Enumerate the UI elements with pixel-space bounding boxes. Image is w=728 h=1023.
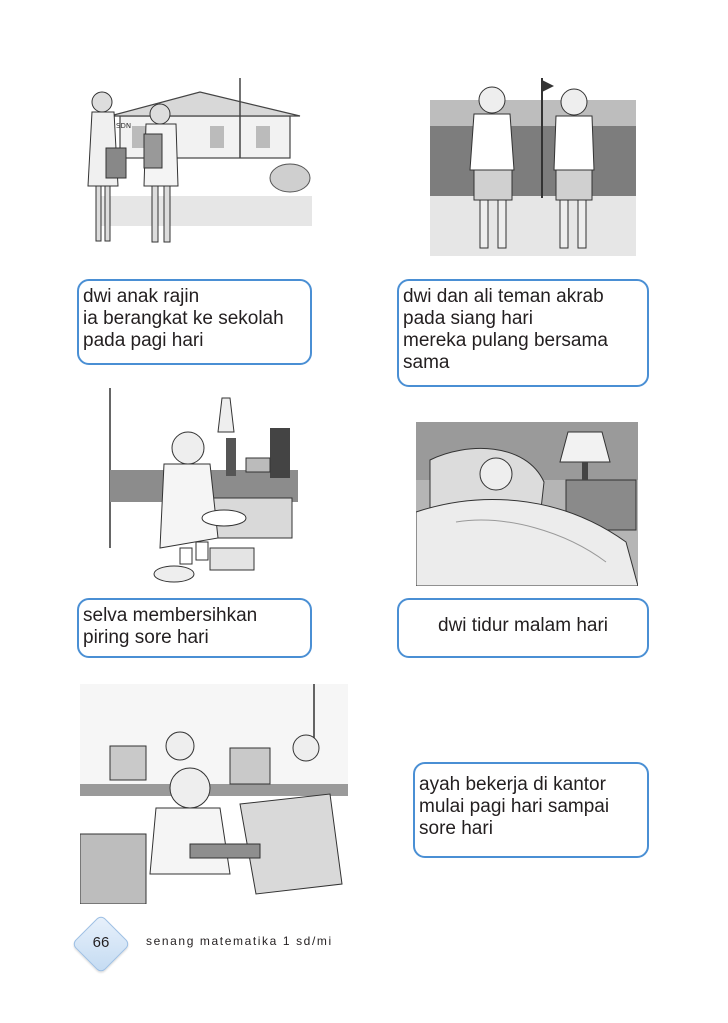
caption-line: dwi dan ali teman akrab [403,286,604,307]
school-sign: SDN [116,122,132,130]
caption-line: pada siang hari [403,308,533,329]
caption-line: piring sore hari [83,627,209,648]
school-illustration [80,78,312,260]
caption-line: dwi anak rajin [83,286,200,307]
caption-line: dwi tidur malam hari [438,615,608,636]
caption-line: mereka pulang bersama [403,330,608,351]
caption-afternoon-dishes [77,598,312,658]
caption-morning-school [77,279,312,365]
dishwashing-illustration [102,388,298,588]
caption-line: pada pagi hari [83,330,204,351]
caption-line: selva membersihkan [83,605,258,626]
sleeping-illustration [416,422,638,586]
caption-office-work [413,762,649,858]
caption-line: sore hari [419,818,493,839]
caption-night-sleep [397,598,649,658]
caption-noon-home [397,279,649,387]
office-illustration [80,684,348,904]
walking-home-illustration [430,78,636,256]
caption-line: ia berangkat ke sekolah [83,308,284,329]
page-number: 66 [92,934,110,951]
footer-book-title: senang matematika 1 sd/mi [146,934,333,948]
caption-line: mulai pagi hari sampai [419,796,610,817]
caption-line: sama [403,352,450,373]
caption-line: ayah bekerja di kantor [419,774,606,795]
